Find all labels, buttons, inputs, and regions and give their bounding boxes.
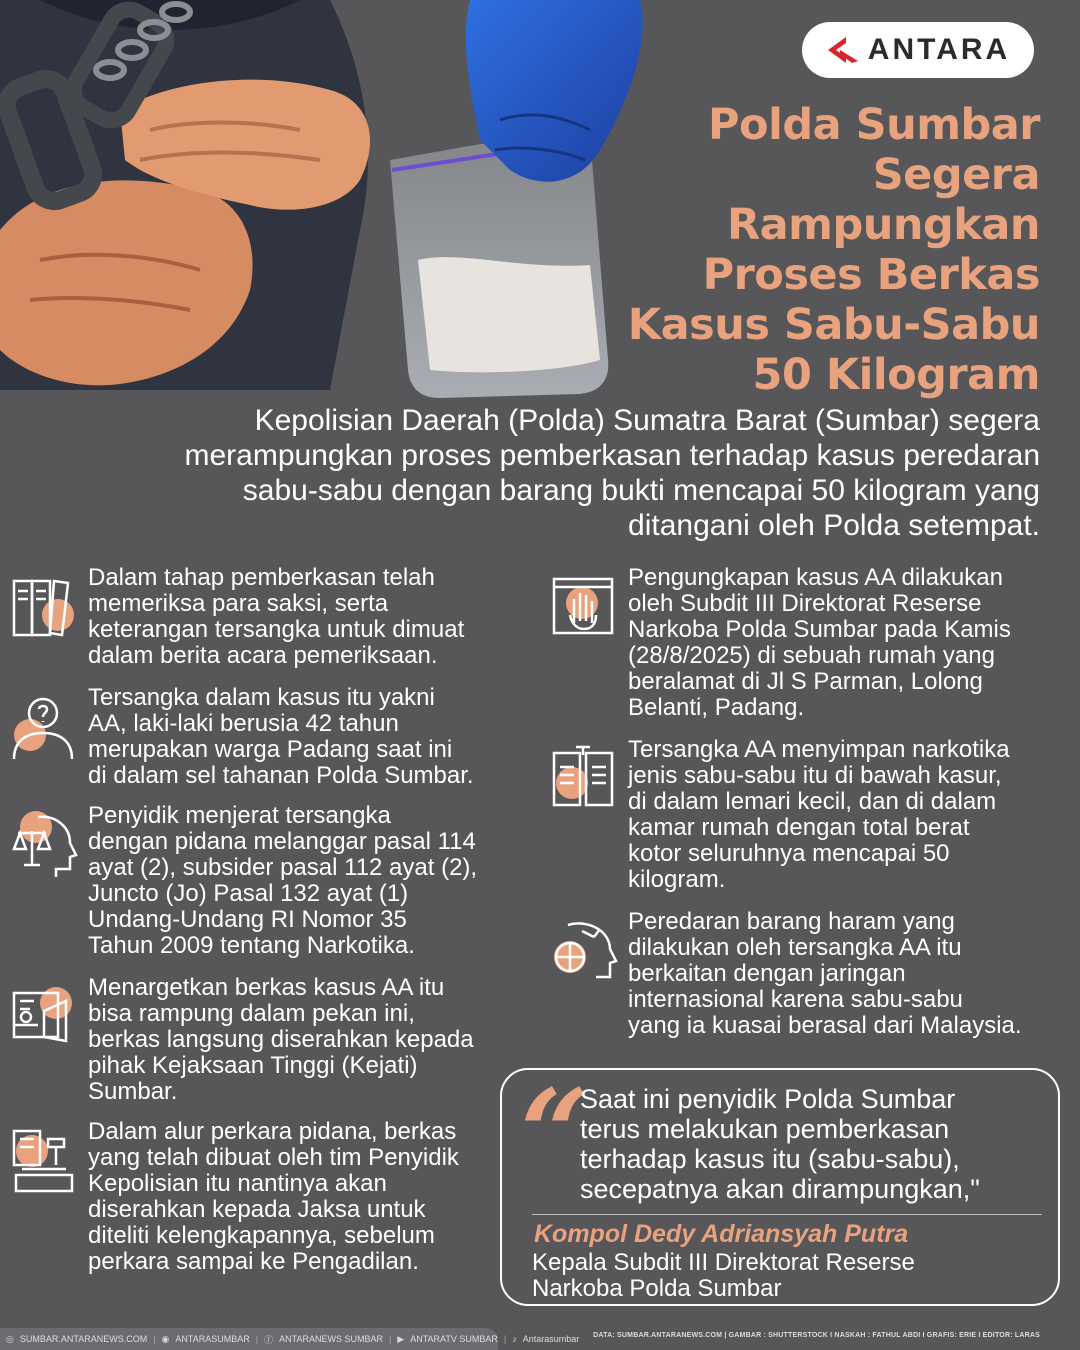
role-line: Kepala Subdit III Direktorat Reserse <box>532 1249 915 1276</box>
item-line: ayat (2), subsider pasal 112 ayat (2), <box>88 854 478 881</box>
item-line: Peredaran barang haram yang <box>628 908 955 935</box>
info-item <box>548 737 1048 909</box>
quote-line: secepatnya akan dirampungkan," <box>580 1174 980 1204</box>
item-line: Menargetkan berkas kasus AA itu <box>88 974 445 1001</box>
item-line: di dalam lemari kecil, dan di dalam <box>628 788 997 815</box>
info-item <box>8 685 488 803</box>
facebook-icon: ⓕ <box>264 1334 274 1345</box>
social-link-instagram[interactable]: ANTARASUMBAR <box>175 1334 250 1344</box>
court-gavel-icon <box>8 1125 78 1195</box>
item-line: yang telah dibuat oleh tim Penyidik <box>88 1144 459 1171</box>
item-line: AA, laki-laki berusia 42 tahun <box>88 710 399 737</box>
item-line: dilakukan oleh tersangka AA itu <box>628 934 962 961</box>
credits: DATA: SUMBAR.ANTARANEWS.COM | GAMBAR : SHUTTERSTOCK I NASKAH : FATHUL ABDI I GRAFIS: ERIE I EDITOR: LARAS <box>593 1332 1040 1339</box>
item-line: (28/8/2025) di sebuah rumah yang <box>628 642 995 669</box>
item-line: Belanti, Padang. <box>628 694 805 721</box>
item-line: Juncto (Jo) Pasal 132 ayat (1) <box>88 880 409 907</box>
item-line: bisa rampung dalam pekan ini, <box>88 1000 415 1027</box>
lead-line: merampungkan proses pemberkasan terhadap kasus peredaran <box>184 439 1040 472</box>
social-link-website[interactable]: SUMBAR.ANTARANEWS.COM <box>19 1334 148 1344</box>
quote-mark-icon: “ <box>520 1063 590 1204</box>
lead-line: sabu-sabu dengan barang bukti mencapai 50 kilogram yang <box>242 474 1040 507</box>
headline <box>480 100 1040 400</box>
law-book-icon <box>548 743 618 813</box>
antara-logo <box>802 22 1034 78</box>
item-line: Tersangka AA menyimpan narkotika <box>628 736 1010 763</box>
item-line: memeriksa para saksi, serta <box>88 590 389 617</box>
left-column <box>8 565 488 1275</box>
item-line: oleh Subdit III Direktorat Reserse <box>628 590 982 617</box>
info-item <box>8 803 488 975</box>
item-line: di dalam sel tahanan Polda Sumbar. <box>88 762 474 789</box>
item-line: berkas langsung diserahkan kepada <box>88 1026 474 1053</box>
item-line: Undang-Undang RI Nomor 35 <box>88 906 407 933</box>
files-icon <box>8 571 78 641</box>
quote-box <box>500 1063 1060 1306</box>
info-item <box>8 975 488 1119</box>
headline-line: Polda Sumbar <box>708 100 1040 150</box>
info-item <box>8 1119 488 1275</box>
antara-logo-icon <box>826 35 860 65</box>
item-line: dengan pidana melanggar pasal 114 <box>88 828 476 855</box>
info-item <box>548 565 1048 737</box>
item-line: internasional karena sabu-sabu <box>628 986 963 1013</box>
info-item <box>548 909 1048 1039</box>
law-scale-head-icon <box>8 809 78 879</box>
right-column <box>548 565 1048 1039</box>
social-link-youtube[interactable]: ANTARATV SUMBAR <box>410 1334 498 1344</box>
social-link-facebook[interactable]: ANTARANEWS SUMBAR <box>279 1334 383 1344</box>
headline-line: Kasus Sabu-Sabu <box>627 300 1040 350</box>
item-line: Pengungkapan kasus AA dilakukan <box>628 564 1003 591</box>
instagram-icon: ◉ <box>161 1333 170 1344</box>
quote-divider <box>532 1214 1042 1215</box>
item-line: kotor seluruhnya mencapai 50 <box>628 840 950 867</box>
quote-line: terus melakukan pemberkasan <box>580 1114 950 1144</box>
item-line: yang ia kuasai berasal dari Malaysia. <box>628 1012 1022 1039</box>
item-line: jenis sabu-sabu itu di bawah kasur, <box>628 762 1002 789</box>
quote-speaker-role <box>532 1250 915 1302</box>
quote-line: Saat ini penyidik Polda Sumbar <box>580 1084 956 1114</box>
suspect-icon <box>8 691 78 761</box>
item-line: Dalam alur perkara pidana, berkas <box>88 1118 457 1145</box>
lead-paragraph <box>80 403 1040 543</box>
item-line: Penyidik menjerat tersangka <box>88 802 391 829</box>
item-line: diserahkan kepada Jaksa untuk <box>88 1196 426 1223</box>
item-line: kilogram. <box>628 866 726 893</box>
lead-line: Kepolisian Daerah (Polda) Sumatra Barat (Sumbar) segera <box>254 404 1040 437</box>
quote-speaker-name: Kompol Dedy Adriansyah Putra <box>534 1220 909 1248</box>
item-line: beralamat di Jl S Parman, Lolong <box>628 668 983 695</box>
headline-line: Proses Berkas <box>702 250 1040 300</box>
quote-text <box>580 1084 980 1204</box>
item-line: pihak Kejaksaan Tinggi (Kejati) <box>88 1052 418 1079</box>
item-line: Dalam tahap pemberkasan telah <box>88 564 435 591</box>
role-line: Narkoba Polda Sumbar <box>532 1275 782 1302</box>
social-links-bar: ◎ SUMBAR.ANTARANEWS.COM | ◉ ANTARASUMBAR | ⓕ ANTARANEWS SUMBAR | ▶ ANTARATV SUMBAR | ♪ Antarasumbar <box>0 1328 498 1350</box>
youtube-icon: ▶ <box>397 1333 405 1344</box>
quote-line: terhadap kasus itu (sabu-sabu), <box>580 1144 960 1174</box>
target-document-icon <box>8 981 78 1051</box>
headline-line: Segera <box>872 150 1040 200</box>
headline-line: Rampungkan <box>727 200 1040 250</box>
item-line: berkaitan dengan jaringan <box>628 960 906 987</box>
headline-line: 50 Kilogram <box>752 350 1040 400</box>
tiktok-icon: ♪ <box>512 1334 517 1344</box>
social-link-tiktok[interactable]: Antarasumbar <box>522 1334 580 1344</box>
logo-text: ANTARA <box>867 33 1011 66</box>
item-line: Narkoba Polda Sumbar pada Kamis <box>628 616 1011 643</box>
item-line: dalam berita acara pemeriksaan. <box>88 642 438 669</box>
lead-line: ditangani oleh Polda setempat. <box>628 509 1040 542</box>
item-line: keterangan tersangka untuk dimuat <box>88 616 465 643</box>
item-line: perkara sampai ke Pengadilan. <box>88 1248 419 1275</box>
item-line: Tahun 2009 tentang Narkotika. <box>88 932 415 959</box>
item-line: Sumbar. <box>88 1078 178 1105</box>
item-line: Kepolisian itu nantinya akan <box>88 1170 387 1197</box>
globe-icon: ◎ <box>6 1333 14 1344</box>
item-line: diteliti kelengkapannya, sebelum <box>88 1222 435 1249</box>
global-network-head-icon <box>548 915 618 985</box>
info-item <box>8 565 488 685</box>
item-line: merupakan warga Padang saat ini <box>88 736 453 763</box>
item-line: Tersangka dalam kasus itu yakni <box>88 684 435 711</box>
hand-stop-icon <box>548 571 618 641</box>
item-line: kamar rumah dengan total berat <box>628 814 970 841</box>
